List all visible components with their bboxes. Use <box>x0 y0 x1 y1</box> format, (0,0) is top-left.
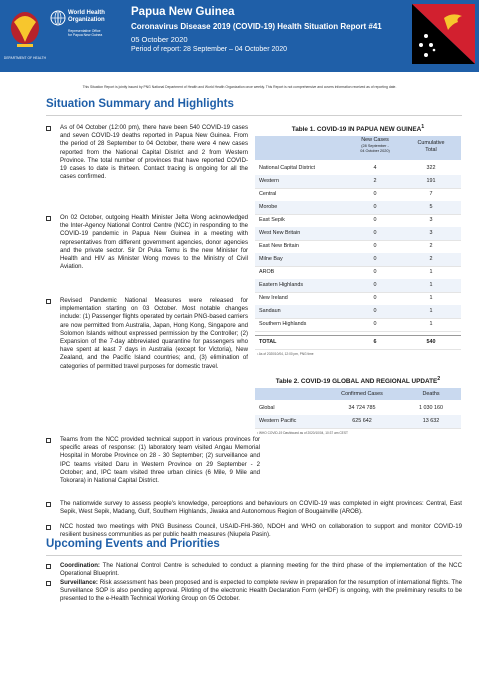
png-flag-icon <box>412 4 475 64</box>
new-cases: 0 <box>373 191 377 197</box>
region-cases: 625 642 <box>352 418 372 424</box>
province-name: AROB <box>259 269 275 275</box>
province-name: Southern Highlands <box>259 321 307 327</box>
table-row <box>255 279 461 293</box>
new-cases: 0 <box>373 243 377 249</box>
new-cases: 0 <box>373 308 377 314</box>
province-name: West New Britain <box>259 230 301 236</box>
checkbox-icon <box>46 581 51 586</box>
new-cases: 0 <box>373 230 377 236</box>
report-period: Period of report: 28 September – 04 October 2020 <box>131 46 288 53</box>
new-cases: 0 <box>373 295 377 301</box>
table-row <box>255 266 461 280</box>
col-new-sub2: 04 October 2020) <box>360 149 390 153</box>
province-name: National Capital District <box>259 165 316 171</box>
cumulative-total: 3 <box>429 217 433 223</box>
table2-footnote: ² WHO COVID-19 Dashboard as of 2020/10/04, 10:37 am CEST <box>257 431 348 435</box>
upcoming-body: The National Control Centre is scheduled to conduct a planning meeting for the third phase of the implementation of the NCC Operational Blueprint. <box>60 562 462 578</box>
province-name: Central <box>259 191 277 197</box>
upcoming-divider <box>46 555 462 556</box>
cumulative-total: 1 <box>429 269 433 275</box>
table2-header <box>255 388 461 400</box>
who-name-line1: World Health <box>68 10 105 16</box>
new-cases: 0 <box>373 217 377 223</box>
who-name-line2: Organization <box>68 16 105 23</box>
table1-total-row <box>255 335 461 350</box>
new-cases: 4 <box>373 165 377 171</box>
report-date: 05 October 2020 <box>131 35 188 44</box>
bullet-text: Revised Pandemic National Measures were released for implementation starting on 03 October. Most notable changes include: (1) Passenger flights operated by certain PNG-based carriers are now permitted from Australia, Japan, Hong Kong, Singapore and Solomon Islands without expressed permission by the Controller; (2) Expansion of the 7-day abbreviated quarantine for passengers who have spent at least 7 days in Australia (except for Victoria), New Zealand, and the Pacific Island countries; and, (3) elimination of categories of permitted travel purposes for domestic travel. <box>60 297 248 370</box>
cumulative-total: 7 <box>429 191 433 197</box>
table1-title-text: Table 1. COVID-19 IN PAPUA NEW GUINEA <box>291 126 422 134</box>
col-cum-line2: Total <box>425 147 437 153</box>
table1-footnote: ¹ As of 2020/10/04, 12:00 pm, PNG time <box>257 352 314 356</box>
report-subtitle: Coronavirus Disease 2019 (COVID-19) Health Situation Report #41 <box>131 22 382 31</box>
emblem-caption: DEPARTMENT OF HEALTH <box>3 56 47 60</box>
table1-title <box>255 124 461 133</box>
table-row <box>255 201 461 215</box>
upcoming-text <box>60 579 462 604</box>
province-name: Western <box>259 178 279 184</box>
new-cases: 0 <box>373 256 377 262</box>
new-cases: 0 <box>373 269 377 275</box>
province-name: Eastern Highlands <box>259 282 304 288</box>
table-row <box>255 227 461 241</box>
cumulative-total: 2 <box>429 243 433 249</box>
table-row <box>255 162 461 176</box>
table2-title <box>255 376 461 385</box>
cumulative-total: 1 <box>429 295 433 301</box>
cumulative-total: 1 <box>429 282 433 288</box>
bullet-text: NCC hosted two meetings with PNG Business Council, USAID-FHI-360, NDOH and WHO on collaboration to support and monitor COVID-19 resilient business communities as per public health measures (Niupela Pasin). <box>60 523 462 539</box>
table-row <box>255 188 461 202</box>
col-cum-line1: Cumulative <box>417 140 445 146</box>
new-cases: 0 <box>373 282 377 288</box>
col-new-sub1: (28 September - <box>361 143 389 148</box>
summary-divider <box>46 115 462 116</box>
region-deaths: 13 632 <box>422 418 440 424</box>
table-row <box>255 318 461 332</box>
cumulative-total: 5 <box>429 204 433 210</box>
who-logo-icon <box>50 10 66 26</box>
checkbox-icon <box>46 525 51 530</box>
upcoming-text <box>60 562 462 578</box>
table2-col-deaths: Deaths <box>422 391 440 397</box>
table1-header <box>255 136 461 160</box>
total-cum: 540 <box>426 339 436 345</box>
table1-col-total <box>403 140 459 154</box>
table2-title-sup: 2 <box>437 376 441 382</box>
table-row <box>255 305 461 319</box>
upcoming-body: Risk assessment has been proposed and is expected to complete review in preparation for the resumption of international flights. The Surveillance SOP is also pending approval. Piloting of the electronic Health Declaration Form (eHDF) is ongoing, with the preliminary results to be presented to the e-Health Technical Working Group on 05 October. <box>60 579 462 603</box>
upcoming-label: Surveillance: <box>60 579 98 586</box>
province-name: East New Britain <box>259 243 299 249</box>
cumulative-total: 1 <box>429 321 433 327</box>
table-row <box>255 292 461 306</box>
checkbox-icon <box>46 438 51 443</box>
table-row <box>255 175 461 189</box>
bullet-text: On 02 October, outgoing Health Minister Jelta Wong acknowledged the Inter-Agency National Control Centre (NCC) in responding to the COVID-19 pandemic in Papua New Guinea in a meeting with representatives from different government agencies, donor agencies and the private sector. Sir Dr Puka Temu is the new Minister for Health and HIV as Minister Wong moves to the Ministry of Civil Aviation. <box>60 214 248 271</box>
who-name <box>68 10 105 23</box>
cumulative-total: 1 <box>429 308 433 314</box>
new-cases: 2 <box>373 178 377 184</box>
bullet-text: As of 04 October (12:00 pm), there have been 540 COVID-19 cases and seven COVID-19 deaths reported in Papua New Guinea. From the period of 28 September to 04 October, there were 4 new cases reported from the National Capital District and 2 from Western Province. The total number of provinces that have reported COVID-19 cases to date is thirteen. Contact tracing is ongoing for all the cases confirmed. <box>60 124 248 181</box>
region-deaths: 1 030 160 <box>419 405 443 411</box>
disclaimer: This Situation Report is jointly issued by PNG National Department of Health and World Health Organization once weekly. This Report is not comprehensive and covers information received as of reporting date. <box>82 85 397 89</box>
col-new-label: New Cases <box>361 137 389 143</box>
checkbox-icon <box>46 216 51 221</box>
province-name: New Ireland <box>259 295 288 301</box>
upcoming-label: Coordination: <box>60 562 100 569</box>
cumulative-total: 3 <box>429 230 433 236</box>
table-row <box>255 240 461 254</box>
region-name: Global <box>259 405 275 411</box>
total-new: 6 <box>373 339 377 345</box>
table2-col-cases: Confirmed Cases <box>341 391 383 397</box>
table-row <box>255 402 461 416</box>
checkbox-icon <box>46 299 51 304</box>
table-row <box>255 253 461 267</box>
checkbox-icon <box>46 564 51 569</box>
new-cases: 0 <box>373 204 377 210</box>
header-banner <box>0 0 479 72</box>
region-name: Western Pacific <box>259 418 297 424</box>
table-row <box>255 214 461 228</box>
table-covid-png <box>255 124 461 364</box>
province-name: East Sepik <box>259 217 285 223</box>
table-row <box>255 415 461 429</box>
table-global-update <box>255 376 461 434</box>
summary-title: Situation Summary and Highlights <box>46 98 234 110</box>
province-name: Sandaun <box>259 308 281 314</box>
total-label: TOTAL <box>259 339 277 345</box>
cumulative-total: 322 <box>426 165 436 171</box>
bullet-text: The nationwide survey to assess people's knowledge, perceptions and behaviours on COVID-19 was completed in eight provinces: Central, East Sepik, West Sepik, Madang, Gulf, Southern Highlands, Jiwaka and Autonomous Region of Bougainville (AROB). <box>60 500 462 516</box>
region-cases: 34 724 785 <box>348 405 376 411</box>
table1-title-sup: 1 <box>421 124 425 130</box>
png-emblem-icon <box>6 8 44 52</box>
cumulative-total: 2 <box>429 256 433 262</box>
checkbox-icon <box>46 502 51 507</box>
upcoming-title: Upcoming Events and Priorities <box>46 538 220 550</box>
province-name: Milne Bay <box>259 256 283 262</box>
who-sub-line2: for Papua New Guinea <box>68 33 103 37</box>
checkbox-icon <box>46 126 51 131</box>
who-sub-line1: Representative Office <box>68 29 101 33</box>
who-office <box>68 29 102 37</box>
table2-title-text: Table 2. COVID-19 GLOBAL AND REGIONAL UPDATE <box>275 378 438 386</box>
province-name: Morobe <box>259 204 278 210</box>
bullet-text: Teams from the NCC provided technical support in various provinces for specific areas of response: (1) laboratory team visited Angau Memorial Hospital in Morobe Province on 28 - 30 September; (2) surveillance and IPC teams visited Daru in Western Province on 29 September - 2 October; and, IPC team visited three urban clinics (6 Mile, 9 Mile and Tokorara) in National Capital District. <box>60 436 260 485</box>
new-cases: 0 <box>373 321 377 327</box>
report-title: Papua New Guinea <box>131 6 235 18</box>
table1-col-new <box>347 138 403 155</box>
cumulative-total: 191 <box>426 178 436 184</box>
